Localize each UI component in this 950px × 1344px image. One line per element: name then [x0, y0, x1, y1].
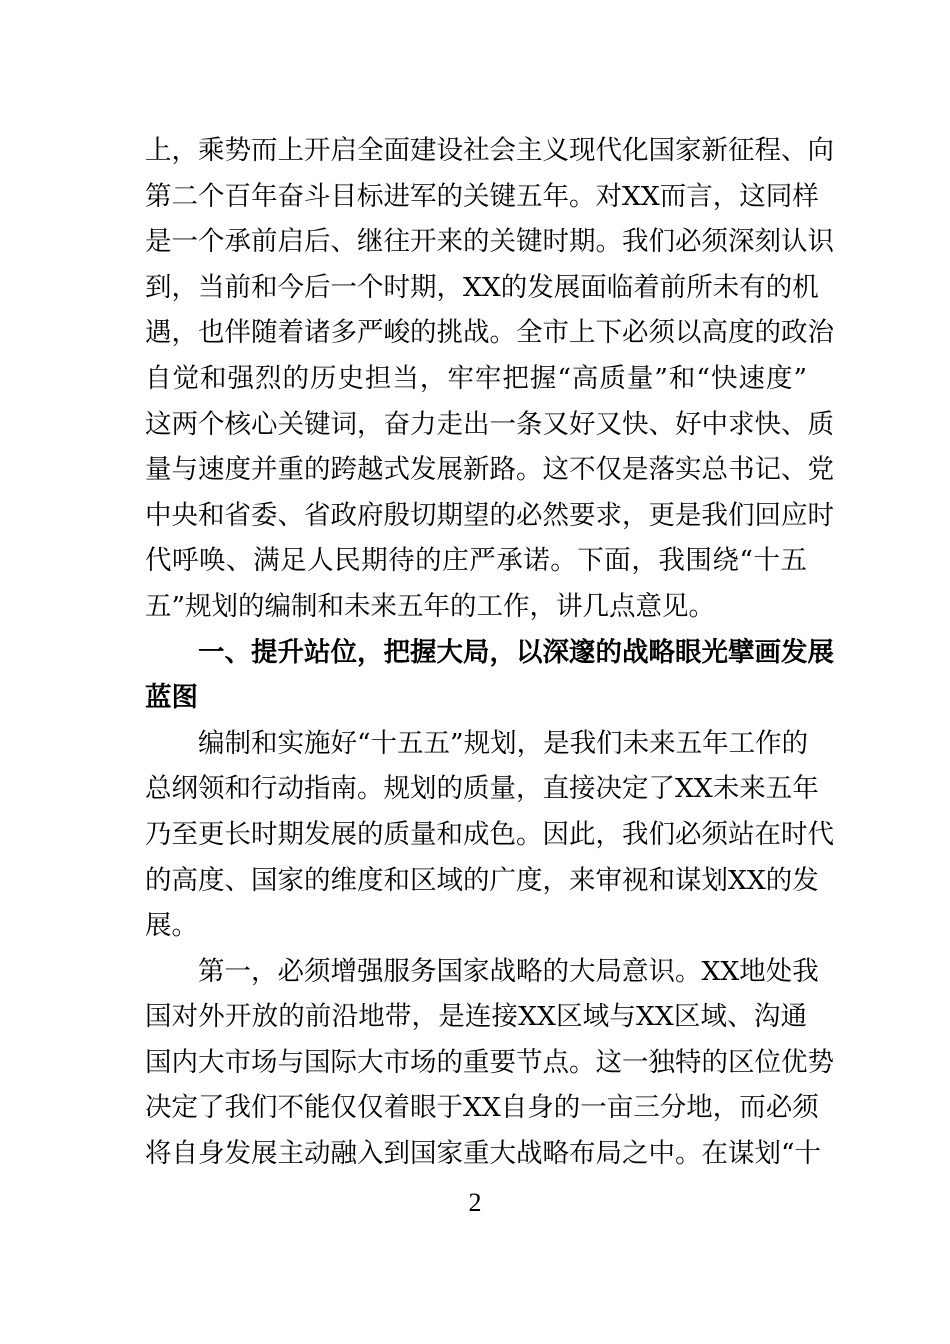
text-line: 国内大市场与国际大市场的重要节点。这一独特的区位优势 — [145, 1046, 834, 1078]
heading-line: 一、提升站位，把握大局，以深邃的战略眼光擘画发展 — [198, 636, 834, 668]
text-line: 将自身发展主动融入到国家重大战略布局之中。在谋划“十 — [145, 1138, 822, 1170]
text-line: 到，当前和今后一个时期，XX的发展面临着前所未有的机 — [145, 271, 819, 303]
text-line: 国对外开放的前沿地带，是连接XX区域与XX区域、沟通 — [145, 1001, 807, 1033]
text-line: 遇，也伴随着诸多严峻的挑战。全市上下必须以高度的政治 — [145, 317, 834, 349]
section-heading — [145, 630, 834, 721]
text-line: 这两个核心关键词，奋力走出一条又好又快、好中求快、质 — [145, 408, 834, 440]
text-line: 五”规划的编制和未来五年的工作，讲几点意见。 — [145, 590, 716, 622]
paragraph-planning — [145, 721, 834, 949]
text-line: 上，乘势而上开启全面建设社会主义现代化国家新征程、向 — [145, 135, 834, 166]
text-line: 第二个百年奋斗目标进军的关键五年。对XX而言，这同样 — [145, 180, 819, 212]
text-line: 量与速度并重的跨越式发展新路。这不仅是落实总书记、党 — [145, 454, 834, 486]
text-line: 的高度、国家的维度和区域的广度，来审视和谋划XX的发 — [145, 864, 819, 896]
text-line: 乃至更长时期发展的质量和成色。因此，我们必须站在时代 — [145, 818, 834, 850]
text-line: 第一，必须增强服务国家战略的大局意识。XX地处我 — [198, 955, 819, 987]
heading-line: 蓝图 — [145, 682, 198, 714]
text-line: 自觉和强烈的历史担当，牢牢把握“高质量”和“快速度” — [145, 362, 807, 394]
text-line: 编制和实施好“十五五”规划，是我们未来五年工作的 — [198, 727, 809, 759]
text-line: 中央和省委、省政府殷切期望的必然要求，更是我们回应时 — [145, 499, 834, 531]
text-line: 决定了我们不能仅仅着眼于XX自身的一亩三分地，而必须 — [145, 1092, 819, 1124]
text-line: 是一个承前启后、继往开来的关键时期。我们必须深刻认识 — [145, 226, 834, 258]
text-line: 展。 — [145, 910, 198, 942]
text-line: 代呼唤、满足人民期待的庄严承诺。下面，我围绕“十五 — [145, 545, 807, 577]
continued-paragraph — [145, 128, 834, 630]
document-body — [145, 128, 834, 1177]
text-line: 总纲领和行动指南。规划的质量，直接决定了XX未来五年 — [145, 773, 819, 805]
paragraph-national-strategy — [145, 949, 834, 1177]
page-number: 2 — [468, 1188, 482, 1217]
